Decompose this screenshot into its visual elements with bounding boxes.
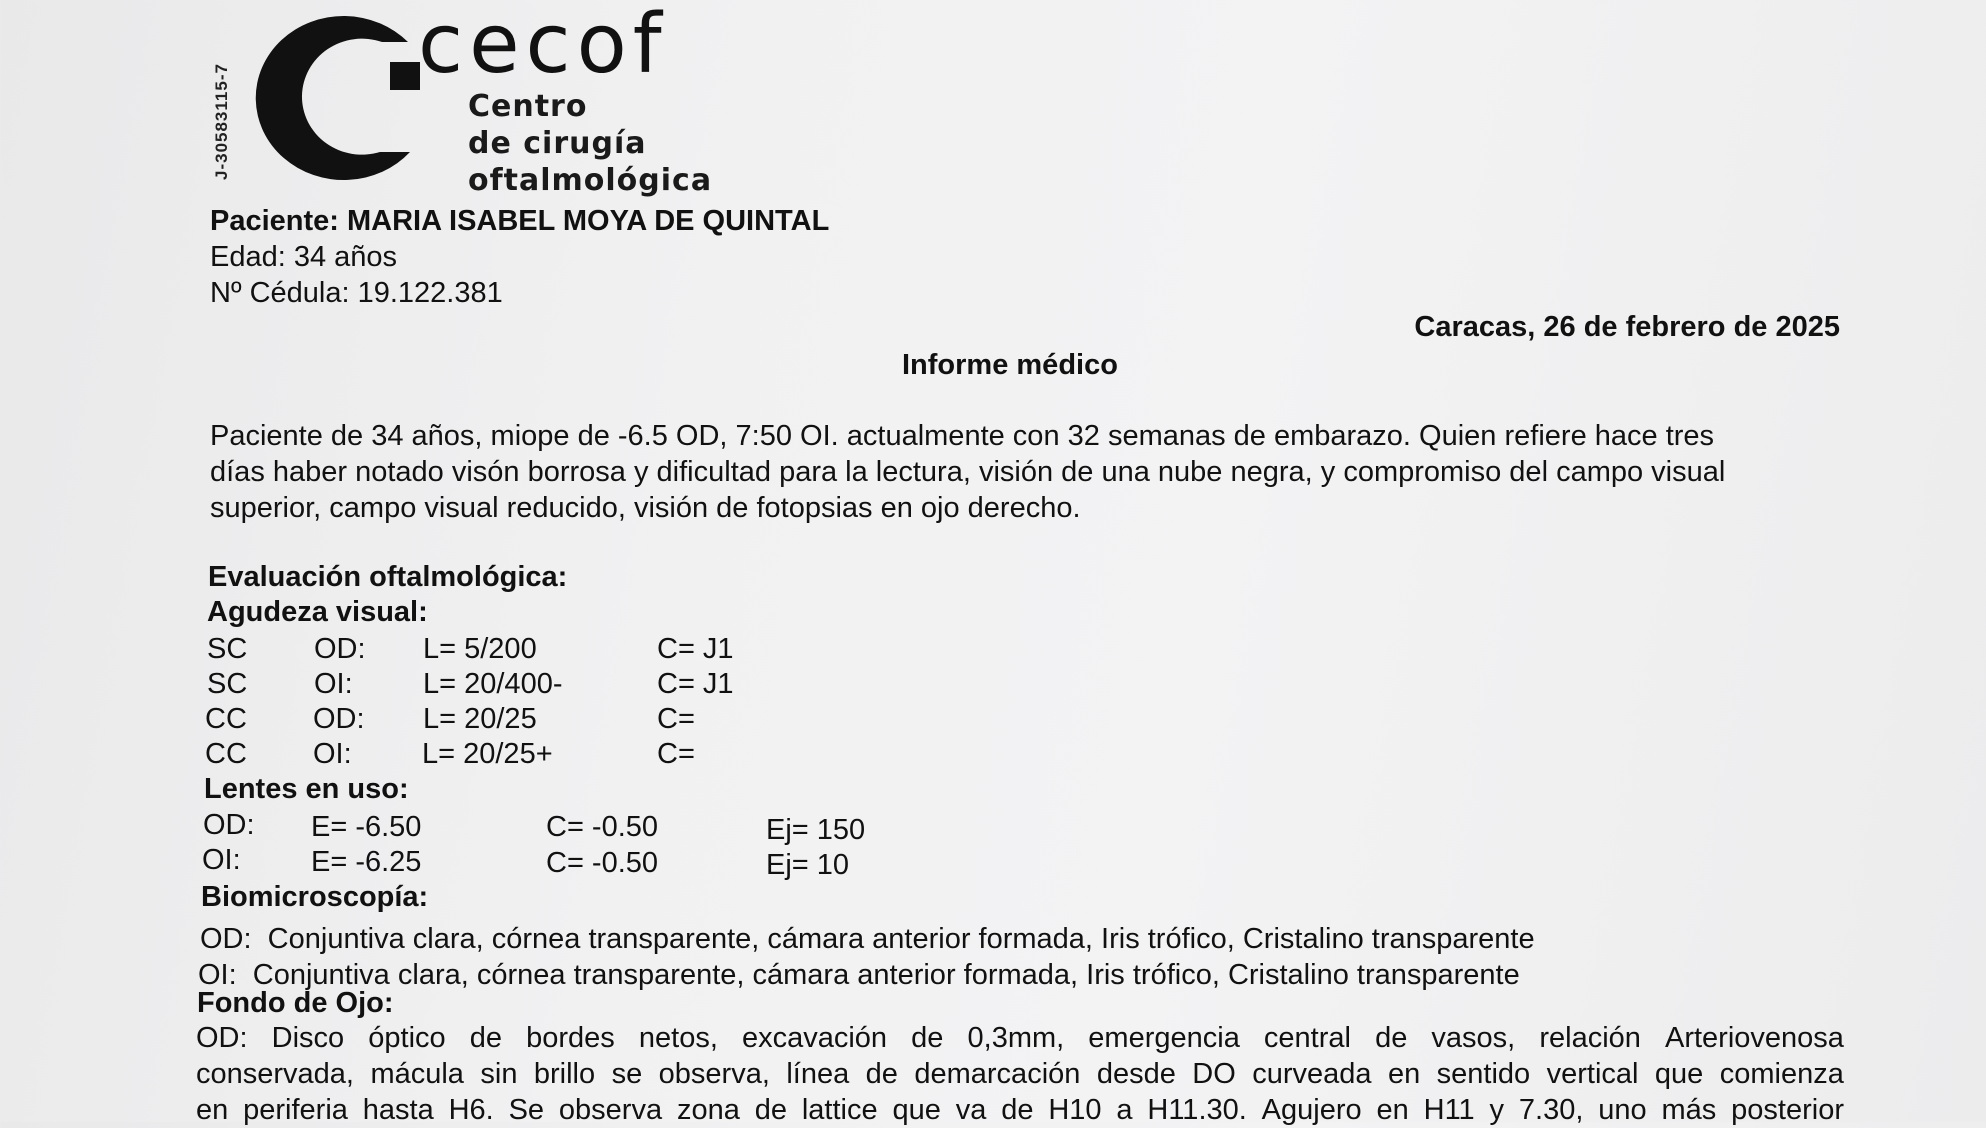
paragraph-line: Paciente de 34 años, miope de -6.5 OD, 7:50 OI. actualmente con 32 semanas de embarazo. Quien refiere hace tres — [210, 420, 1715, 452]
fundus-word: periferia — [243, 1094, 348, 1126]
fundus-word: central — [1263, 1022, 1351, 1054]
acuity-cell: OI: — [313, 738, 352, 770]
fundus-line — [196, 1056, 1844, 1092]
lenses-cell: Ej= 10 — [766, 849, 850, 881]
paragraph-line: días haber notado visón borrosa y dificultad para la lectura, visión de una nube negra, y compromiso del campo visual — [210, 456, 1726, 488]
acuity-cell: L= 20/25+ — [422, 738, 553, 770]
fundus-word: vertical — [1546, 1058, 1639, 1090]
fundus-word: línea — [786, 1058, 850, 1090]
lenses-cell: OI: — [202, 844, 241, 876]
clinic-subtitle-line: Centro — [468, 89, 588, 124]
fundus-word: que — [1654, 1058, 1704, 1090]
fundus-word: brillo — [533, 1058, 596, 1090]
biomicroscopy-oi: OI: Conjuntiva clara, córnea transparente, cámara anterior formada, Iris trófico, Cristalino transparente — [198, 959, 1520, 991]
patient-id: Nº Cédula: 19.122.381 — [210, 277, 503, 309]
lenses-cell: OD: — [203, 809, 255, 841]
acuity-cell: CC — [205, 738, 247, 770]
fundus-word: emergencia — [1088, 1022, 1240, 1054]
fundus-word: hasta — [362, 1094, 434, 1126]
fundus-word: posterior — [1731, 1094, 1844, 1126]
fundus-word: bordes — [526, 1022, 615, 1054]
fundus-word: excavación — [741, 1022, 888, 1054]
fundus-heading: Fondo de Ojo: — [197, 987, 394, 1019]
fundus-word: 7.30, — [1518, 1094, 1584, 1126]
patient-age: Edad: 34 años — [210, 241, 398, 273]
acuity-heading: Agudeza visual: — [207, 596, 428, 628]
fundus-word: curveada — [1252, 1058, 1372, 1090]
clinic-rif: J-30583115-7 — [212, 63, 231, 180]
acuity-cell: L= 20/400- — [423, 668, 563, 700]
fundus-line — [196, 1092, 1844, 1128]
fundus-word: de — [469, 1022, 503, 1054]
evaluation-heading: Evaluación oftalmológica: — [208, 561, 568, 593]
lenses-cell: Ej= 150 — [766, 814, 866, 846]
acuity-cell: OI: — [314, 668, 353, 700]
report-title: Informe médico — [902, 349, 1118, 381]
fundus-word: lattice — [801, 1094, 878, 1126]
acuity-cell: L= 20/25 — [423, 703, 537, 735]
fundus-word: H10 — [1048, 1094, 1102, 1126]
fundus-word: va — [955, 1094, 987, 1126]
clinic-subtitle — [468, 88, 712, 199]
fundus-word: en — [196, 1094, 229, 1126]
lenses-cell: E= -6.25 — [311, 846, 422, 878]
acuity-cell: SC — [207, 633, 248, 665]
fundus-word: desde — [1096, 1058, 1176, 1090]
fundus-word: 0,3mm, — [967, 1022, 1065, 1054]
fundus-word: y — [1489, 1094, 1505, 1126]
clinic-logo — [0, 0, 720, 200]
acuity-cell: OD: — [314, 633, 366, 665]
fundus-word: H6. — [448, 1094, 494, 1126]
fundus-word: de — [1375, 1022, 1408, 1054]
fundus-word: relación — [1539, 1022, 1641, 1054]
fundus-word: observa — [558, 1094, 663, 1126]
fundus-word: netos, — [638, 1022, 718, 1054]
fundus-word: Arteriovenosa — [1665, 1022, 1844, 1054]
fundus-word: mácula — [370, 1058, 464, 1090]
acuity-cell: C= — [657, 738, 695, 770]
fundus-od-paragraph — [196, 1020, 1844, 1128]
history-paragraph — [210, 418, 1840, 526]
acuity-cell: OD: — [313, 703, 365, 735]
fundus-word: Disco — [271, 1022, 345, 1054]
fundus-word: de — [911, 1022, 944, 1054]
lenses-heading: Lentes en uso: — [204, 773, 409, 805]
paragraph-line: superior, campo visual reducido, visión de fotopsias en ojo derecho. — [210, 492, 1081, 524]
lenses-cell: C= -0.50 — [546, 811, 659, 843]
acuity-cell: SC — [207, 668, 248, 700]
fundus-word: Se — [508, 1094, 545, 1126]
fundus-word: sin — [480, 1058, 518, 1090]
acuity-cell: L= 5/200 — [423, 633, 537, 665]
fundus-word: de — [754, 1094, 787, 1126]
fundus-word: en — [1376, 1094, 1409, 1126]
fundus-word: a — [1116, 1094, 1133, 1126]
fundus-word: sentido — [1436, 1058, 1531, 1090]
report-date: Caracas, 26 de febrero de 2025 — [1414, 311, 1840, 343]
clinic-name: cecof — [418, 0, 668, 92]
clinic-subtitle-line: oftalmológica — [468, 163, 713, 198]
fundus-word: en — [1387, 1058, 1421, 1090]
fundus-line — [196, 1020, 1844, 1056]
fundus-word: comienza — [1719, 1058, 1844, 1090]
acuity-cell: CC — [205, 703, 247, 735]
lenses-cell: C= -0.50 — [546, 847, 659, 879]
clinic-subtitle-line: de cirugía — [468, 126, 647, 161]
patient-name: Paciente: MARIA ISABEL MOYA DE QUINTAL — [210, 205, 830, 237]
fundus-word: DO — [1192, 1058, 1236, 1090]
fundus-word: que — [892, 1094, 941, 1126]
fundus-word: observa, — [658, 1058, 770, 1090]
biomicroscopy-heading: Biomicroscopía: — [201, 881, 429, 913]
fundus-word: OD: — [196, 1022, 248, 1054]
acuity-cell: C= J1 — [657, 668, 734, 700]
lenses-cell: E= -6.50 — [311, 811, 422, 843]
fundus-word: de — [1001, 1094, 1034, 1126]
fundus-word: más — [1661, 1094, 1717, 1126]
fundus-word: H11 — [1423, 1094, 1475, 1126]
fundus-word: uno — [1598, 1094, 1647, 1126]
acuity-cell: C= J1 — [657, 633, 734, 665]
fundus-word: se — [611, 1058, 643, 1090]
fundus-word: de — [865, 1058, 898, 1090]
fundus-word: conservada, — [196, 1058, 354, 1090]
fundus-word: vasos, — [1431, 1022, 1516, 1054]
acuity-cell: C= — [657, 703, 695, 735]
fundus-word: zona — [676, 1094, 740, 1126]
fundus-word: H11.30. — [1147, 1094, 1247, 1126]
fundus-word: Agujero — [1261, 1094, 1362, 1126]
biomicroscopy-od: OD: Conjuntiva clara, córnea transparente, cámara anterior formada, Iris trófico, Cristalino transparente — [200, 923, 1535, 955]
fundus-word: óptico — [368, 1022, 446, 1054]
fundus-word: demarcación — [914, 1058, 1081, 1090]
